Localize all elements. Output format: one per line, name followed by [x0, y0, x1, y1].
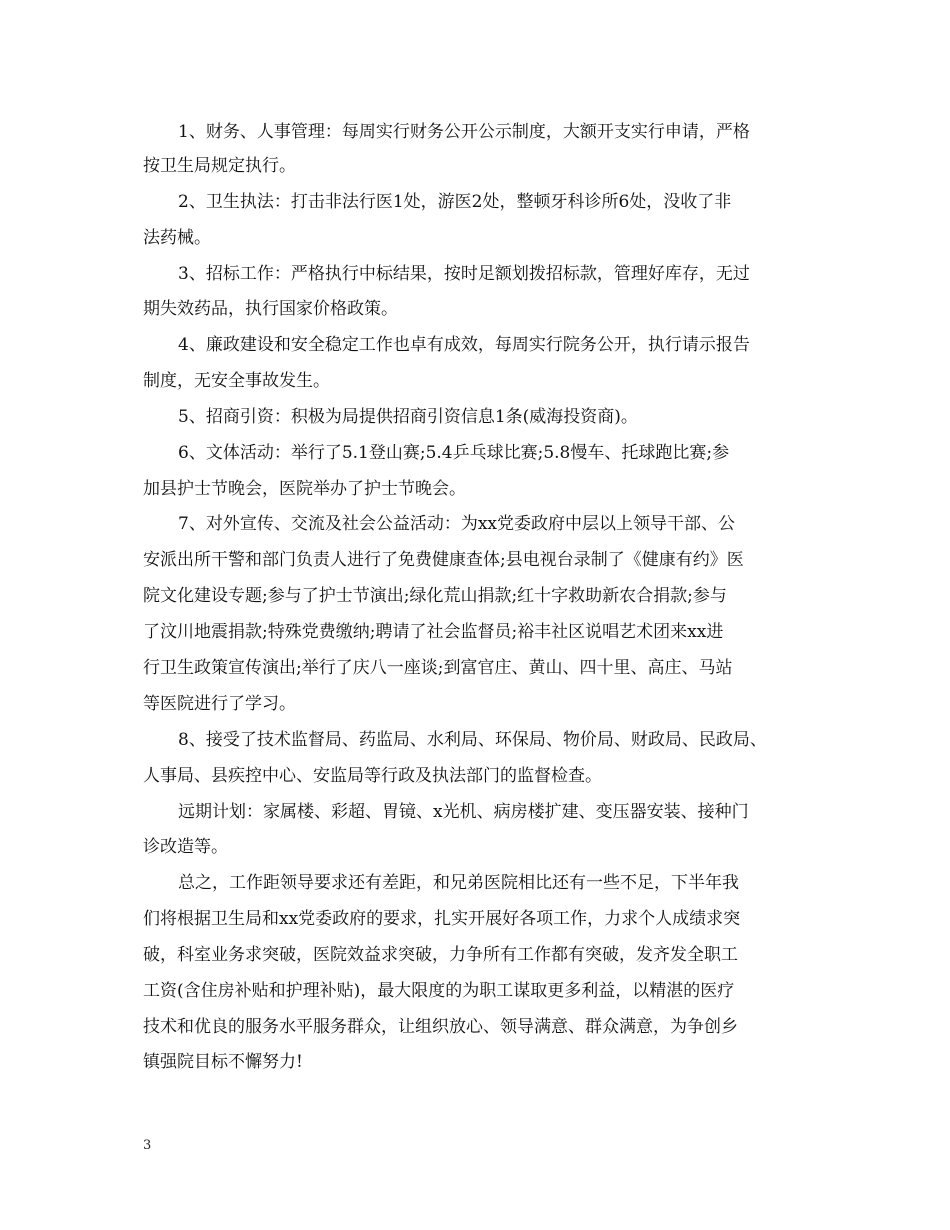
paragraph-line: 7、对外宣传、交流及社会公益活动：为xx党委政府中层以上领导干部、公 [178, 514, 735, 534]
paragraph-line: 镇强院目标不懈努力! [143, 1052, 303, 1072]
paragraph-line: 人事局、县疾控中心、安监局等行政及执法部门的监督检查。 [143, 766, 602, 786]
paragraph-line: 远期计划：家属楼、彩超、胃镜、x光机、病房楼扩建、变压器安装、接种门 [178, 802, 749, 822]
paragraph-line: 诊改造等。 [143, 837, 228, 857]
paragraph-line: 破，科室业务求突破，医院效益求突破，力争所有工作都有突破，发齐发全职工 [143, 945, 738, 965]
paragraph-line: 6、文体活动：举行了5.1登山赛;5.4乒乓球比赛;5.8慢车、托球跑比赛;参 [178, 443, 730, 463]
paragraph-line: 按卫生局规定执行。 [143, 156, 296, 176]
paragraph-line: 技术和优良的服务水平服务群众，让组织放心、领导满意、群众满意，为争创乡 [143, 1017, 738, 1037]
paragraph-line: 安派出所干警和部门负责人进行了免费健康查体;县电视台录制了《健康有约》医 [143, 550, 744, 570]
paragraph-line: 院文化建设专题;参与了护士节演出;绿化荒山捐款;红十字救助新农合捐款;参与 [143, 586, 727, 606]
page-number: 3 [143, 1138, 152, 1153]
paragraph-line: 工资(含住房补贴和护理补贴)，最大限度的为职工谋取更多利益，以精湛的医疗 [143, 981, 735, 1001]
paragraph-line: 法药械。 [143, 228, 211, 248]
paragraph-line: 加县护士节晚会，医院举办了护士节晚会。 [143, 479, 466, 499]
paragraph-line: 3、招标工作：严格执行中标结果，按时足额划拨招标款，管理好库存，无过 [178, 264, 750, 284]
paragraph-line: 4、廉政建设和安全稳定工作也卓有成效，每周实行院务公开，执行请示报告 [178, 335, 750, 355]
paragraph-line: 2、卫生执法：打击非法行医1处，游医2处，整顿牙科诊所6处，没收了非 [178, 192, 732, 212]
paragraph-line: 等医院进行了学习。 [143, 694, 296, 714]
paragraph-line: 制度，无安全事故发生。 [143, 371, 330, 391]
paragraph-line: 行卫生政策宣传演出;举行了庆八一座谈;到富官庄、黄山、四十里、高庄、马站 [143, 658, 733, 678]
paragraph-line: 了汶川地震捐款;特殊党费缴纳;聘请了社会监督员;裕丰社区说唱艺术团来xx进 [143, 622, 724, 642]
paragraph-line: 们将根据卫生局和xx党委政府的要求，扎实开展好各项工作，力求个人成绩求突 [143, 909, 741, 929]
paragraph-line: 期失效药品，执行国家价格政策。 [143, 299, 398, 319]
paragraph-line: 5、招商引资：积极为局提供招商引资信息1条(威海投资商)。 [178, 407, 638, 427]
paragraph-line: 8、接受了技术监督局、药监局、水利局、环保局、物价局、财政局、民政局、 [178, 730, 767, 750]
paragraph-line: 总之，工作距领导要求还有差距，和兄弟医院相比还有一些不足，下半年我 [178, 873, 739, 893]
paragraph-line: 1、财务、人事管理：每周实行财务公开公示制度，大额开支实行申请，严格 [178, 122, 750, 142]
